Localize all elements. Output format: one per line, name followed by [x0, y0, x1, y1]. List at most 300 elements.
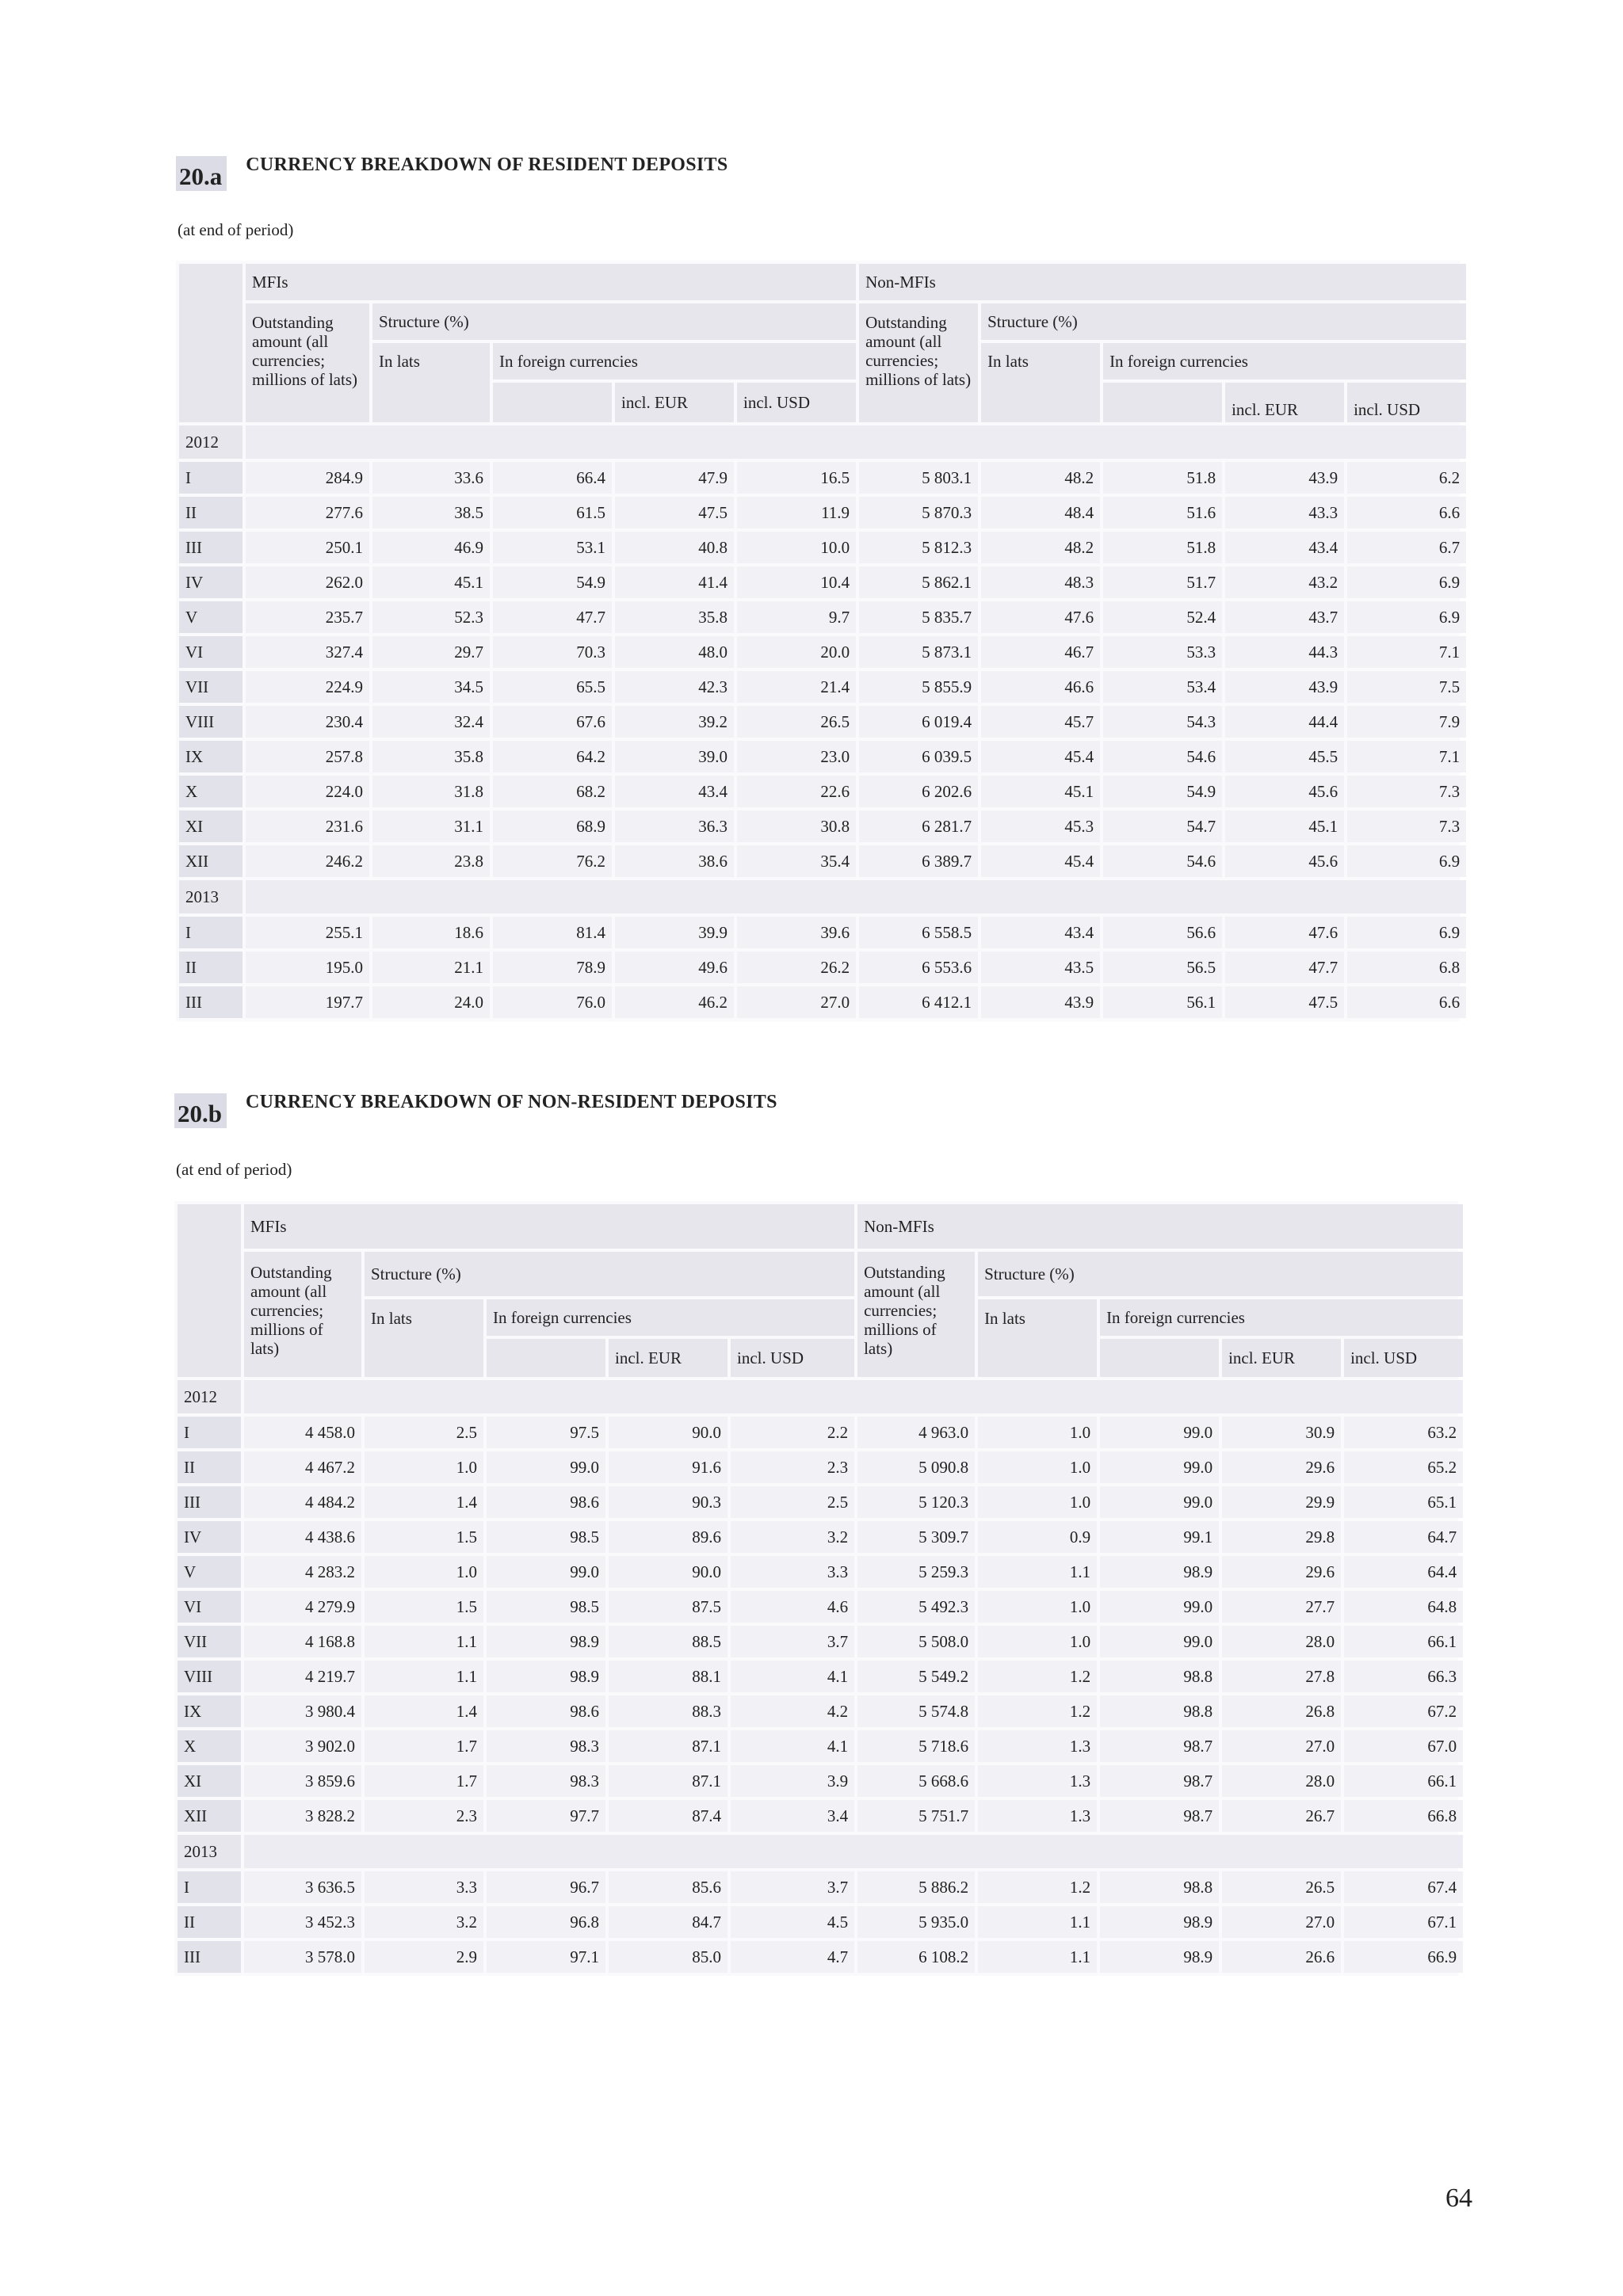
- value-cell: 99.1: [1100, 1521, 1219, 1553]
- value-cell: 7.5: [1347, 671, 1466, 703]
- value-cell: 41.4: [615, 566, 734, 598]
- table-row: [179, 776, 1466, 807]
- value-cell: 6 412.1: [859, 986, 978, 1018]
- value-cell: 54.6: [1103, 741, 1222, 772]
- value-cell: 4 168.8: [244, 1626, 361, 1657]
- value-cell: 3.3: [365, 1871, 483, 1903]
- year-label: 2013: [179, 880, 242, 913]
- value-cell: 99.0: [487, 1556, 605, 1588]
- value-cell: 98.3: [487, 1765, 605, 1797]
- value-cell: 2.5: [731, 1486, 854, 1518]
- value-cell: 99.0: [1100, 1591, 1219, 1623]
- value-cell: 1.7: [365, 1730, 483, 1762]
- table-row: [178, 1521, 1463, 1553]
- value-cell: 98.9: [487, 1626, 605, 1657]
- header-incl-usd-non-mfis: incl. USD: [1347, 383, 1466, 422]
- value-cell: 66.1: [1344, 1626, 1463, 1657]
- table-wrapper: [174, 1201, 1458, 1976]
- table-row: [179, 986, 1466, 1018]
- header-non-mfis: Non-MFIs: [857, 1204, 1463, 1249]
- value-cell: 5 492.3: [857, 1591, 975, 1623]
- value-cell: 5 574.8: [857, 1695, 975, 1727]
- value-cell: 1.4: [365, 1486, 483, 1518]
- value-cell: 231.6: [246, 810, 369, 842]
- value-cell: 29.9: [1222, 1486, 1341, 1518]
- year-label: 2012: [179, 425, 242, 459]
- value-cell: 26.8: [1222, 1695, 1341, 1727]
- value-cell: 64.4: [1344, 1556, 1463, 1588]
- year-label: 2012: [178, 1380, 241, 1413]
- table-row: [178, 1730, 1463, 1762]
- value-cell: 66.3: [1344, 1661, 1463, 1692]
- header-incl-usd-mfis: incl. USD: [737, 383, 856, 422]
- month-label: I: [178, 1871, 241, 1903]
- value-cell: 43.4: [1225, 532, 1344, 563]
- value-cell: 81.4: [493, 917, 612, 948]
- value-cell: 6 281.7: [859, 810, 978, 842]
- value-cell: 56.5: [1103, 952, 1222, 983]
- table-title: CURRENCY BREAKDOWN OF NON-RESIDENT DEPOSITS: [246, 1092, 777, 1112]
- month-label: III: [179, 532, 242, 563]
- value-cell: 99.0: [1100, 1451, 1219, 1483]
- value-cell: 35.8: [615, 601, 734, 633]
- table-row: [178, 1765, 1463, 1797]
- table-row: [179, 706, 1466, 738]
- table-row: [179, 671, 1466, 703]
- value-cell: 98.8: [1100, 1661, 1219, 1692]
- month-label: X: [178, 1730, 241, 1762]
- value-cell: 38.6: [615, 845, 734, 877]
- year-band: [246, 425, 1466, 459]
- value-cell: 3 980.4: [244, 1695, 361, 1727]
- year-band: [246, 880, 1466, 913]
- value-cell: 98.9: [1100, 1906, 1219, 1938]
- value-cell: 54.9: [493, 566, 612, 598]
- value-cell: 45.3: [981, 810, 1100, 842]
- header-incl-eur-mfis: incl. EUR: [615, 383, 734, 422]
- value-cell: 27.0: [1222, 1906, 1341, 1938]
- value-cell: 1.2: [978, 1695, 1097, 1727]
- value-cell: 262.0: [246, 566, 369, 598]
- value-cell: 26.7: [1222, 1800, 1341, 1832]
- value-cell: 197.7: [246, 986, 369, 1018]
- table-row: [178, 1556, 1463, 1588]
- value-cell: 97.1: [487, 1941, 605, 1973]
- value-cell: 3 636.5: [244, 1871, 361, 1903]
- month-label: XI: [179, 810, 242, 842]
- month-label: X: [179, 776, 242, 807]
- value-cell: 66.4: [493, 462, 612, 494]
- value-cell: 2.5: [365, 1417, 483, 1448]
- value-cell: 61.5: [493, 497, 612, 528]
- header-mfis: MFIs: [246, 264, 856, 300]
- value-cell: 21.1: [372, 952, 490, 983]
- value-cell: 7.1: [1347, 636, 1466, 668]
- value-cell: 1.0: [365, 1451, 483, 1483]
- value-cell: 11.9: [737, 497, 856, 528]
- value-cell: 27.0: [1222, 1730, 1341, 1762]
- value-cell: 45.4: [981, 845, 1100, 877]
- table-row: [179, 636, 1466, 668]
- value-cell: 10.0: [737, 532, 856, 563]
- value-cell: 3.4: [731, 1800, 854, 1832]
- value-cell: 99.0: [487, 1451, 605, 1483]
- value-cell: 89.6: [609, 1521, 727, 1553]
- value-cell: 46.6: [981, 671, 1100, 703]
- header-incl-eur-non-mfis: incl. EUR: [1222, 1339, 1341, 1377]
- value-cell: 6 039.5: [859, 741, 978, 772]
- month-label: II: [178, 1451, 241, 1483]
- value-cell: 70.3: [493, 636, 612, 668]
- value-cell: 48.4: [981, 497, 1100, 528]
- year-row: [178, 1835, 1463, 1868]
- table-row: [179, 952, 1466, 983]
- table-subtitle: (at end of period): [176, 1160, 292, 1179]
- month-label: XII: [178, 1800, 241, 1832]
- value-cell: 46.7: [981, 636, 1100, 668]
- header-structure-non-mfis: Structure (%): [978, 1252, 1463, 1296]
- value-cell: 5 309.7: [857, 1521, 975, 1553]
- value-cell: 23.0: [737, 741, 856, 772]
- value-cell: 45.1: [372, 566, 490, 598]
- value-cell: 250.1: [246, 532, 369, 563]
- value-cell: 98.6: [487, 1695, 605, 1727]
- value-cell: 6 108.2: [857, 1941, 975, 1973]
- value-cell: 46.2: [615, 986, 734, 1018]
- value-cell: 2.9: [365, 1941, 483, 1973]
- value-cell: 3.2: [731, 1521, 854, 1553]
- value-cell: 31.1: [372, 810, 490, 842]
- header-in-foreign-non-mfis: In foreign currencies: [1100, 1299, 1463, 1336]
- value-cell: 45.4: [981, 741, 1100, 772]
- value-cell: 91.6: [609, 1451, 727, 1483]
- value-cell: 5 508.0: [857, 1626, 975, 1657]
- value-cell: 6.8: [1347, 952, 1466, 983]
- value-cell: 1.4: [365, 1695, 483, 1727]
- value-cell: 68.2: [493, 776, 612, 807]
- month-label: V: [178, 1556, 241, 1588]
- value-cell: 35.8: [372, 741, 490, 772]
- value-cell: 5 259.3: [857, 1556, 975, 1588]
- section-header: [174, 1093, 777, 1128]
- year-row: [178, 1380, 1463, 1413]
- value-cell: 255.1: [246, 917, 369, 948]
- value-cell: 47.5: [615, 497, 734, 528]
- header-incl-usd-non-mfis: incl. USD: [1344, 1339, 1463, 1377]
- value-cell: 98.6: [487, 1486, 605, 1518]
- month-label: III: [178, 1941, 241, 1973]
- value-cell: 7.3: [1347, 776, 1466, 807]
- value-cell: 43.4: [981, 917, 1100, 948]
- value-cell: 4.1: [731, 1730, 854, 1762]
- value-cell: 5 751.7: [857, 1800, 975, 1832]
- value-cell: 68.9: [493, 810, 612, 842]
- value-cell: 97.5: [487, 1417, 605, 1448]
- value-cell: 29.8: [1222, 1521, 1341, 1553]
- value-cell: 3.7: [731, 1871, 854, 1903]
- value-cell: 195.0: [246, 952, 369, 983]
- value-cell: 5 549.2: [857, 1661, 975, 1692]
- value-cell: 4.7: [731, 1941, 854, 1973]
- month-label: IX: [178, 1695, 241, 1727]
- value-cell: 51.8: [1103, 462, 1222, 494]
- value-cell: 230.4: [246, 706, 369, 738]
- table-row: [179, 917, 1466, 948]
- value-cell: 51.6: [1103, 497, 1222, 528]
- table-title: CURRENCY BREAKDOWN OF RESIDENT DEPOSITS: [246, 154, 728, 175]
- value-cell: 27.8: [1222, 1661, 1341, 1692]
- value-cell: 4.1: [731, 1661, 854, 1692]
- value-cell: 1.2: [978, 1871, 1097, 1903]
- month-label: II: [178, 1906, 241, 1938]
- table-row: [178, 1695, 1463, 1727]
- value-cell: 66.8: [1344, 1800, 1463, 1832]
- value-cell: 96.8: [487, 1906, 605, 1938]
- header-outstanding-non-mfis: Outstanding amount (all currencies; millions of lats): [859, 303, 978, 422]
- year-label: 2013: [178, 1835, 241, 1868]
- value-cell: 51.7: [1103, 566, 1222, 598]
- value-cell: 4.5: [731, 1906, 854, 1938]
- value-cell: 3 578.0: [244, 1941, 361, 1973]
- value-cell: 43.9: [981, 986, 1100, 1018]
- value-cell: 34.5: [372, 671, 490, 703]
- value-cell: 6.6: [1347, 497, 1466, 528]
- value-cell: 36.3: [615, 810, 734, 842]
- value-cell: 23.8: [372, 845, 490, 877]
- value-cell: 7.9: [1347, 706, 1466, 738]
- header-in-foreign-mfis: In foreign currencies: [487, 1299, 854, 1336]
- corner-cell: [179, 264, 242, 422]
- value-cell: 54.7: [1103, 810, 1222, 842]
- value-cell: 5 870.3: [859, 497, 978, 528]
- year-band: [244, 1380, 1463, 1413]
- value-cell: 87.1: [609, 1730, 727, 1762]
- value-cell: 87.5: [609, 1591, 727, 1623]
- table-row: [178, 1906, 1463, 1938]
- value-cell: 7.1: [1347, 741, 1466, 772]
- month-label: V: [179, 601, 242, 633]
- value-cell: 90.0: [609, 1417, 727, 1448]
- table-row: [178, 1486, 1463, 1518]
- value-cell: 18.6: [372, 917, 490, 948]
- value-cell: 29.6: [1222, 1451, 1341, 1483]
- value-cell: 3.9: [731, 1765, 854, 1797]
- value-cell: 52.3: [372, 601, 490, 633]
- value-cell: 31.8: [372, 776, 490, 807]
- value-cell: 98.8: [1100, 1871, 1219, 1903]
- value-cell: 327.4: [246, 636, 369, 668]
- value-cell: 6 553.6: [859, 952, 978, 983]
- value-cell: 1.0: [978, 1591, 1097, 1623]
- value-cell: 1.1: [978, 1556, 1097, 1588]
- value-cell: 21.4: [737, 671, 856, 703]
- value-cell: 52.4: [1103, 601, 1222, 633]
- header-in-lats-mfis: In lats: [365, 1299, 483, 1377]
- year-row: [179, 880, 1466, 913]
- value-cell: 1.0: [978, 1417, 1097, 1448]
- value-cell: 1.1: [978, 1906, 1097, 1938]
- header-structure-mfis: Structure (%): [365, 1252, 854, 1296]
- value-cell: 49.6: [615, 952, 734, 983]
- value-cell: 85.6: [609, 1871, 727, 1903]
- corner-cell: [178, 1204, 241, 1377]
- value-cell: 98.7: [1100, 1800, 1219, 1832]
- value-cell: 98.3: [487, 1730, 605, 1762]
- value-cell: 4.2: [731, 1695, 854, 1727]
- header-outstanding-mfis: Outstanding amount (all currencies; millions of lats): [244, 1252, 361, 1377]
- value-cell: 2.3: [365, 1800, 483, 1832]
- value-cell: 3 902.0: [244, 1730, 361, 1762]
- section-header: [176, 156, 728, 191]
- table-row: [178, 1941, 1463, 1973]
- value-cell: 6 202.6: [859, 776, 978, 807]
- header-in-lats-mfis: In lats: [372, 343, 490, 422]
- value-cell: 1.1: [978, 1941, 1097, 1973]
- value-cell: 5 718.6: [857, 1730, 975, 1762]
- value-cell: 29.6: [1222, 1556, 1341, 1588]
- table-row: [178, 1451, 1463, 1483]
- value-cell: 47.6: [1225, 917, 1344, 948]
- month-label: VII: [178, 1626, 241, 1657]
- value-cell: 26.6: [1222, 1941, 1341, 1973]
- value-cell: 43.9: [1225, 462, 1344, 494]
- value-cell: 38.5: [372, 497, 490, 528]
- month-label: VI: [179, 636, 242, 668]
- value-cell: 88.1: [609, 1661, 727, 1692]
- value-cell: 99.0: [1100, 1486, 1219, 1518]
- month-label: XII: [179, 845, 242, 877]
- value-cell: 40.8: [615, 532, 734, 563]
- header-incl-eur-mfis: incl. EUR: [609, 1339, 727, 1377]
- value-cell: 67.2: [1344, 1695, 1463, 1727]
- value-cell: 1.5: [365, 1591, 483, 1623]
- value-cell: 39.2: [615, 706, 734, 738]
- value-cell: 43.3: [1225, 497, 1344, 528]
- header-in-lats-non-mfis: In lats: [978, 1299, 1097, 1377]
- value-cell: 20.0: [737, 636, 856, 668]
- value-cell: 5 873.1: [859, 636, 978, 668]
- value-cell: 48.0: [615, 636, 734, 668]
- value-cell: 63.2: [1344, 1417, 1463, 1448]
- table-row: [178, 1591, 1463, 1623]
- value-cell: 284.9: [246, 462, 369, 494]
- value-cell: 3 859.6: [244, 1765, 361, 1797]
- value-cell: 224.9: [246, 671, 369, 703]
- month-label: IV: [179, 566, 242, 598]
- value-cell: 88.3: [609, 1695, 727, 1727]
- value-cell: 44.3: [1225, 636, 1344, 668]
- value-cell: 3.7: [731, 1626, 854, 1657]
- value-cell: 98.5: [487, 1591, 605, 1623]
- value-cell: 99.0: [1100, 1626, 1219, 1657]
- value-cell: 24.0: [372, 986, 490, 1018]
- value-cell: 6.9: [1347, 601, 1466, 633]
- value-cell: 28.0: [1222, 1626, 1341, 1657]
- value-cell: 27.7: [1222, 1591, 1341, 1623]
- value-cell: 6.9: [1347, 917, 1466, 948]
- value-cell: 6.7: [1347, 532, 1466, 563]
- header-incl-eur-non-mfis: incl. EUR: [1225, 383, 1344, 422]
- value-cell: 45.5: [1225, 741, 1344, 772]
- value-cell: 9.7: [737, 601, 856, 633]
- month-label: VIII: [179, 706, 242, 738]
- header-in-foreign-mfis: In foreign currencies: [493, 343, 856, 379]
- header-blank-non-mfis: [1100, 1339, 1219, 1377]
- value-cell: 29.7: [372, 636, 490, 668]
- value-cell: 4 484.2: [244, 1486, 361, 1518]
- value-cell: 5 120.3: [857, 1486, 975, 1518]
- value-cell: 98.7: [1100, 1765, 1219, 1797]
- header-outstanding-mfis: Outstanding amount (all currencies; millions of lats): [246, 303, 369, 422]
- table-row: [179, 497, 1466, 528]
- value-cell: 26.5: [1222, 1871, 1341, 1903]
- month-label: II: [179, 497, 242, 528]
- value-cell: 1.3: [978, 1800, 1097, 1832]
- value-cell: 257.8: [246, 741, 369, 772]
- value-cell: 56.6: [1103, 917, 1222, 948]
- month-label: IX: [179, 741, 242, 772]
- value-cell: 99.0: [1100, 1417, 1219, 1448]
- value-cell: 224.0: [246, 776, 369, 807]
- value-cell: 5 862.1: [859, 566, 978, 598]
- value-cell: 39.0: [615, 741, 734, 772]
- value-cell: 5 668.6: [857, 1765, 975, 1797]
- value-cell: 64.7: [1344, 1521, 1463, 1553]
- value-cell: 3.2: [365, 1906, 483, 1938]
- value-cell: 6.6: [1347, 986, 1466, 1018]
- table-row: [179, 845, 1466, 877]
- value-cell: 6.2: [1347, 462, 1466, 494]
- value-cell: 67.4: [1344, 1871, 1463, 1903]
- value-cell: 76.2: [493, 845, 612, 877]
- value-cell: 45.6: [1225, 845, 1344, 877]
- value-cell: 97.7: [487, 1800, 605, 1832]
- value-cell: 43.5: [981, 952, 1100, 983]
- value-cell: 87.1: [609, 1765, 727, 1797]
- value-cell: 5 090.8: [857, 1451, 975, 1483]
- non-resident-deposits-table: [174, 1201, 1466, 1976]
- value-cell: 28.0: [1222, 1765, 1341, 1797]
- value-cell: 53.3: [1103, 636, 1222, 668]
- value-cell: 246.2: [246, 845, 369, 877]
- value-cell: 54.6: [1103, 845, 1222, 877]
- table-row: [179, 462, 1466, 494]
- header-structure-non-mfis: Structure (%): [981, 303, 1466, 340]
- value-cell: 4 219.7: [244, 1661, 361, 1692]
- table-row: [179, 741, 1466, 772]
- value-cell: 3 828.2: [244, 1800, 361, 1832]
- header-blank-mfis: [493, 383, 612, 422]
- value-cell: 54.9: [1103, 776, 1222, 807]
- table-body: [178, 1380, 1463, 1973]
- value-cell: 4.6: [731, 1591, 854, 1623]
- value-cell: 66.1: [1344, 1765, 1463, 1797]
- value-cell: 4 458.0: [244, 1417, 361, 1448]
- value-cell: 64.2: [493, 741, 612, 772]
- value-cell: 65.5: [493, 671, 612, 703]
- value-cell: 84.7: [609, 1906, 727, 1938]
- value-cell: 45.1: [981, 776, 1100, 807]
- value-cell: 4 283.2: [244, 1556, 361, 1588]
- table-row: [178, 1800, 1463, 1832]
- month-label: XI: [178, 1765, 241, 1797]
- value-cell: 48.3: [981, 566, 1100, 598]
- value-cell: 39.9: [615, 917, 734, 948]
- value-cell: 45.7: [981, 706, 1100, 738]
- value-cell: 1.0: [978, 1626, 1097, 1657]
- value-cell: 47.5: [1225, 986, 1344, 1018]
- value-cell: 47.7: [493, 601, 612, 633]
